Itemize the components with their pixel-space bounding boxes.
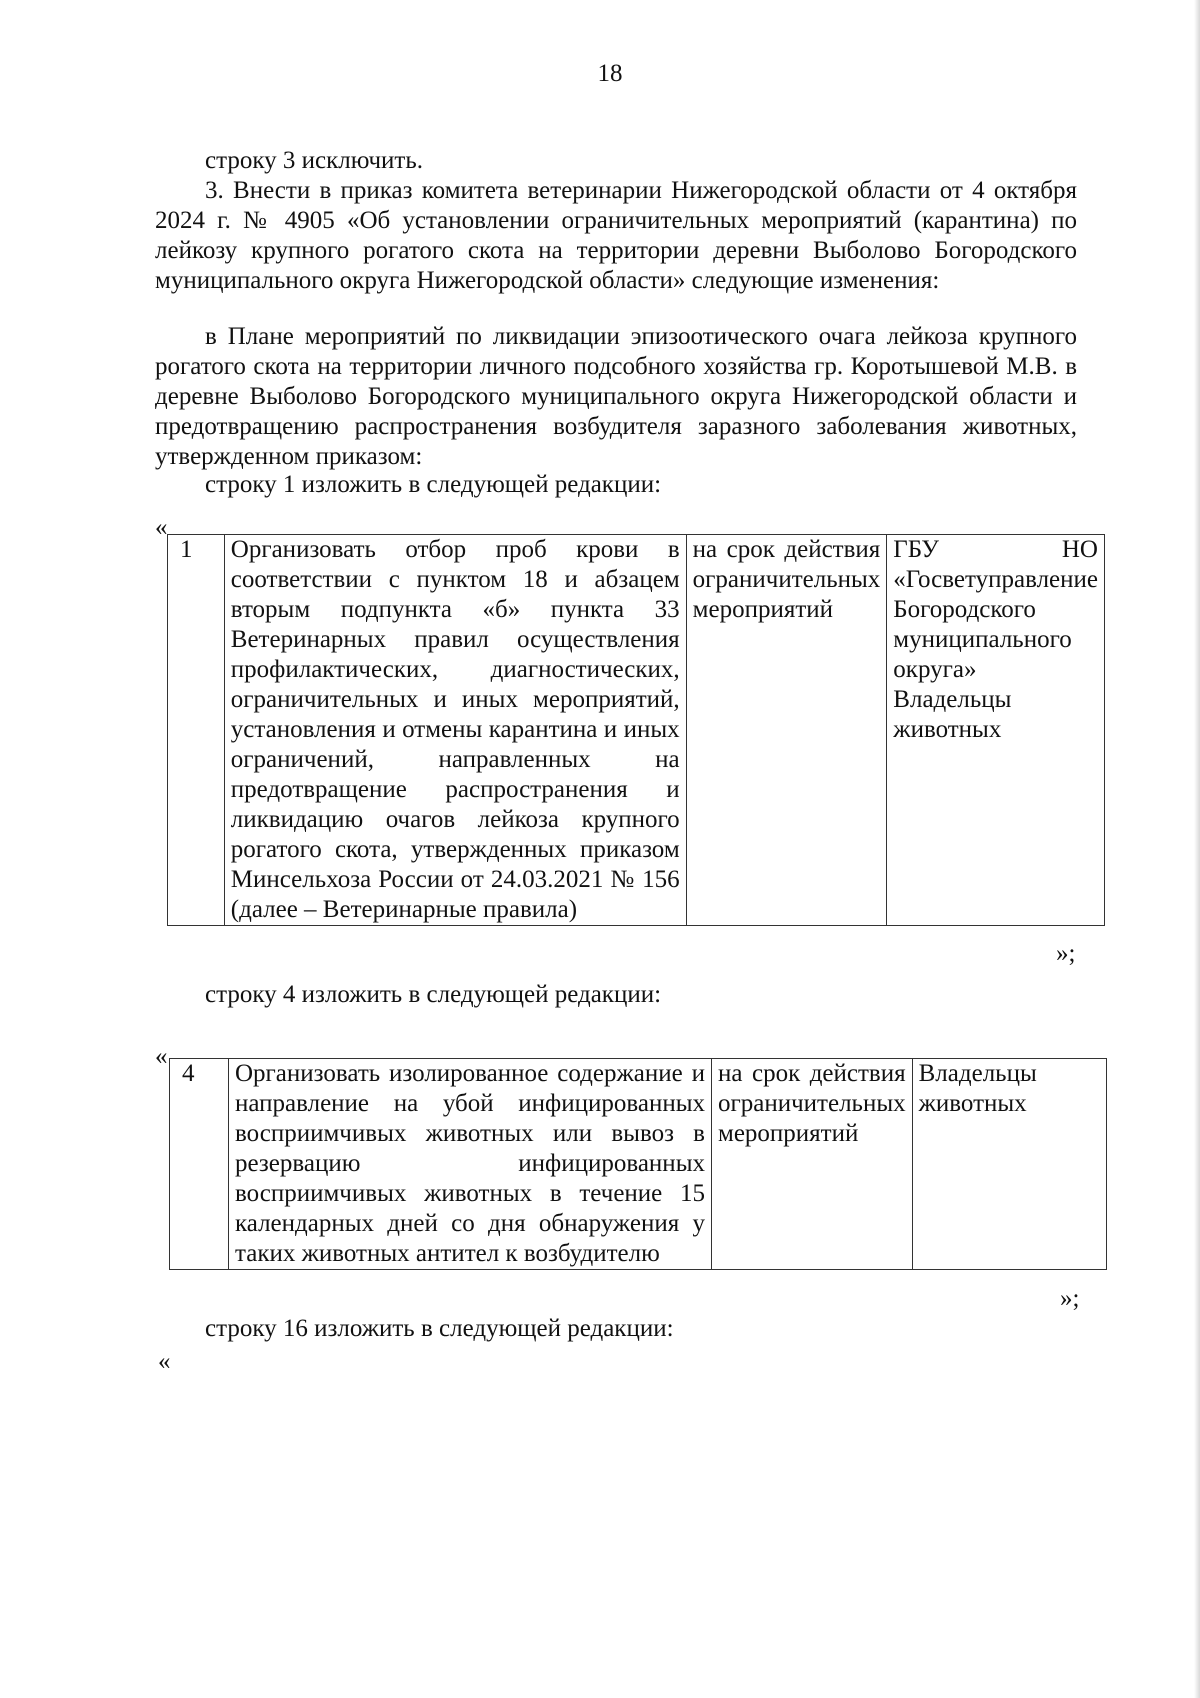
table-row-1: [167, 534, 1105, 926]
paragraph-3: 3. Внести в приказ комитета ветеринарии Нижегородской области от 4 октября 2024 г. № 4905 «Об установлении ограничительных мероприятий (карантина) по лейкозу крупного рогатого скота на территории деревни Выболово Богородского муниципального округа Нижегородской области» следующие изменения:: [155, 177, 1077, 294]
responsible-cell: ГБУ НО «Госветуправление Богородского муниципального округа» Владельцы животных: [887, 535, 1105, 926]
action-cell: Организовать отбор проб крови в соответствии с пунктом 18 и абзацем вторым подпункта «б» пункта 33 Ветеринарных правил осуществления профилактических, диагностических, ограничительных и иных мероприятий, установления и отмены карантина и иных ограничений, направленных на предотвращение распространения и ликвидацию очагов лейкоза крупного рогатого скота, утвержденных приказом Минсельхоза России от 24.03.2021 № 156 (далее – Ветеринарные правила): [224, 535, 686, 926]
row1-heading: строку 1 изложить в следующей редакции:: [205, 471, 662, 498]
paragraph-plan: в Плане мероприятий по ликвидации эпизоотического очага лейкоза крупного рогатого скота на территории личного подсобного хозяйства гр. Коротышевой М.В. в деревне Выболово Богородского муниципального округа Нижегородской области и предотвращению распространения возбудителя заразного заболевания животных, утвержденном приказом:: [155, 323, 1077, 470]
page-number: 18: [597, 60, 623, 87]
row4-heading: строку 4 изложить в следующей редакции:: [205, 981, 662, 1008]
row4-heading-block: [155, 980, 1077, 1010]
row16-heading: строку 16 изложить в следующей редакции:: [205, 1315, 674, 1342]
action-cell: Организовать изолированное содержание и направление на убой инфицированных восприимчивых животных или вывоз в резервацию инфицированных восприимчивых животных в течение 15 календарных дней со дня обнаружения у таких животных антител к возбудителю: [229, 1059, 712, 1270]
table-row: [168, 535, 1105, 926]
intro-block: [155, 146, 1077, 176]
responsible-cell: Владельцы животных: [912, 1059, 1106, 1270]
row16-heading-block: [155, 1314, 1077, 1344]
row1-heading-block: [155, 470, 1077, 500]
plan-paragraph-block: [155, 322, 1077, 472]
close-quote-1: »;: [1056, 940, 1076, 967]
intro-line: строку 3 исключить.: [205, 147, 423, 174]
term-cell: на срок действия ограничительных мероприятий: [712, 1059, 913, 1270]
table-row-4: [169, 1058, 1107, 1270]
open-quote-1: «: [155, 514, 168, 541]
open-quote-2: «: [155, 1043, 168, 1070]
close-quote-2: »;: [1060, 1285, 1080, 1312]
row-number: 4: [170, 1059, 229, 1270]
table-row: [170, 1059, 1107, 1270]
paragraph-3-block: [155, 176, 1077, 296]
term-cell: на срок действия ограничительных мероприятий: [686, 535, 887, 926]
row-number: 1: [168, 535, 225, 926]
open-quote-3: «: [158, 1348, 171, 1375]
